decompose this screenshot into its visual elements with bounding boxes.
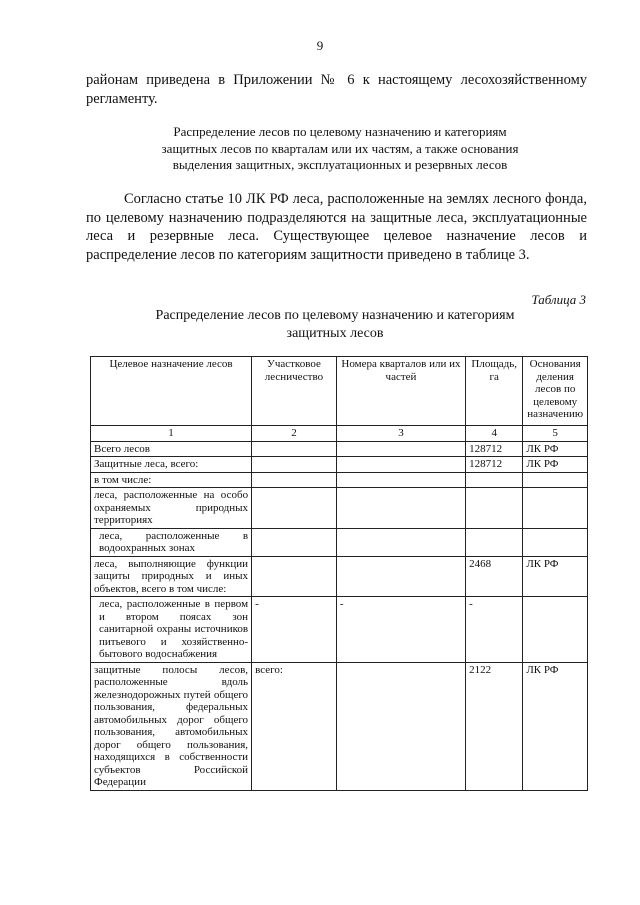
basis-cell <box>523 528 588 556</box>
column-number-row <box>91 426 588 442</box>
forestry-cell <box>252 457 337 473</box>
purpose-cell: леса, расположенные в водоохранных зонах <box>91 528 252 556</box>
forestry-cell <box>252 488 337 529</box>
purpose-cell: Всего лесов <box>91 441 252 457</box>
forestry-cell <box>252 556 337 597</box>
basis-cell <box>523 597 588 663</box>
area-cell <box>466 488 523 529</box>
quarters-cell <box>336 556 465 597</box>
table-row <box>91 472 588 488</box>
basis-cell: ЛК РФ <box>523 457 588 473</box>
table-label: Таблица 3 <box>531 292 586 307</box>
table-row <box>91 662 588 790</box>
basis-cell: ЛК РФ <box>523 441 588 457</box>
table-row <box>91 441 588 457</box>
purpose-cell: леса, расположенные на особо охраняемых природных территориях <box>91 488 252 529</box>
purpose-cell: защитные полосы лесов, расположенные вдоль железнодорожных путей общего пользования, федеральных автомобильных дорог общего пользования, автомобильных дорог общего пользования, находящихся в собственности субъектов Российской Федерации <box>91 662 252 790</box>
table-header-row <box>91 357 588 426</box>
table-row <box>91 556 588 597</box>
section-heading-line-1: Распределение лесов по целевому назначению и категориям <box>173 124 507 139</box>
quarters-cell <box>336 457 465 473</box>
table-title-line-2: защитных лесов <box>286 326 384 341</box>
paragraph-intro: районам приведена в Приложении № 6 к настоящему лесохозяйственному регламенту. <box>86 72 587 107</box>
area-cell <box>466 472 523 488</box>
column-number: 5 <box>523 426 588 442</box>
area-cell: 2122 <box>466 662 523 790</box>
quarters-cell: - <box>336 597 465 663</box>
purpose-cell: Защитные леса, всего: <box>91 457 252 473</box>
column-number: 1 <box>91 426 252 442</box>
purpose-cell: леса, расположенные в первом и втором поясах зон санитарной охраны источников питьевого и хозяйственно-бытового водоснабжения <box>91 597 252 663</box>
header-cell: Целевое назначение лесов <box>91 357 252 426</box>
section-heading <box>90 124 590 174</box>
basis-cell: ЛК РФ <box>523 662 588 790</box>
forestry-cell <box>252 472 337 488</box>
purpose-cell: в том числе: <box>91 472 252 488</box>
basis-cell <box>523 472 588 488</box>
quarters-cell <box>336 528 465 556</box>
area-cell <box>466 528 523 556</box>
quarters-cell <box>336 488 465 529</box>
area-cell: 128712 <box>466 441 523 457</box>
column-number: 4 <box>466 426 523 442</box>
quarters-cell <box>336 472 465 488</box>
header-cell: Площадь, га <box>466 357 523 426</box>
column-number: 2 <box>252 426 337 442</box>
table-row <box>91 457 588 473</box>
table-title <box>100 307 570 343</box>
quarters-cell <box>336 441 465 457</box>
forestry-cell <box>252 441 337 457</box>
column-number: 3 <box>336 426 465 442</box>
table-row <box>91 528 588 556</box>
basis-cell <box>523 488 588 529</box>
table-title-line-1: Распределение лесов по целевому назначению и категориям <box>155 308 515 323</box>
area-cell: 128712 <box>466 457 523 473</box>
forestry-cell: всего: <box>252 662 337 790</box>
purpose-cell: леса, выполняющие функции защиты природных и иных объектов, всего в том числе: <box>91 556 252 597</box>
basis-cell: ЛК РФ <box>523 556 588 597</box>
forest-distribution-table <box>90 356 588 791</box>
forestry-cell <box>252 528 337 556</box>
header-cell: Номера кварталов или их частей <box>336 357 465 426</box>
quarters-cell <box>336 662 465 790</box>
header-cell: Участковое лесничество <box>252 357 337 426</box>
header-cell: Основания деления лесов по целевому назначению <box>523 357 588 426</box>
area-cell: 2468 <box>466 556 523 597</box>
area-cell: - <box>466 597 523 663</box>
forestry-cell: - <box>252 597 337 663</box>
table-row <box>91 488 588 529</box>
page-number: 9 <box>316 38 324 53</box>
table-row <box>91 597 588 663</box>
section-heading-line-3: выделения защитных, эксплуатационных и резервных лесов <box>172 157 508 172</box>
paragraph-body: Согласно статье 10 ЛК РФ леса, расположенные на землях лесного фонда, по целевому назначению подразделяются на защитные леса, эксплуатационные леса и резервные леса. Существующее целевое назначение лесов и распределение лесов по категориям защитности приведено в таблице 3. <box>86 191 587 263</box>
section-heading-line-2: защитных лесов по кварталам или их частям, а также основания <box>161 140 519 156</box>
